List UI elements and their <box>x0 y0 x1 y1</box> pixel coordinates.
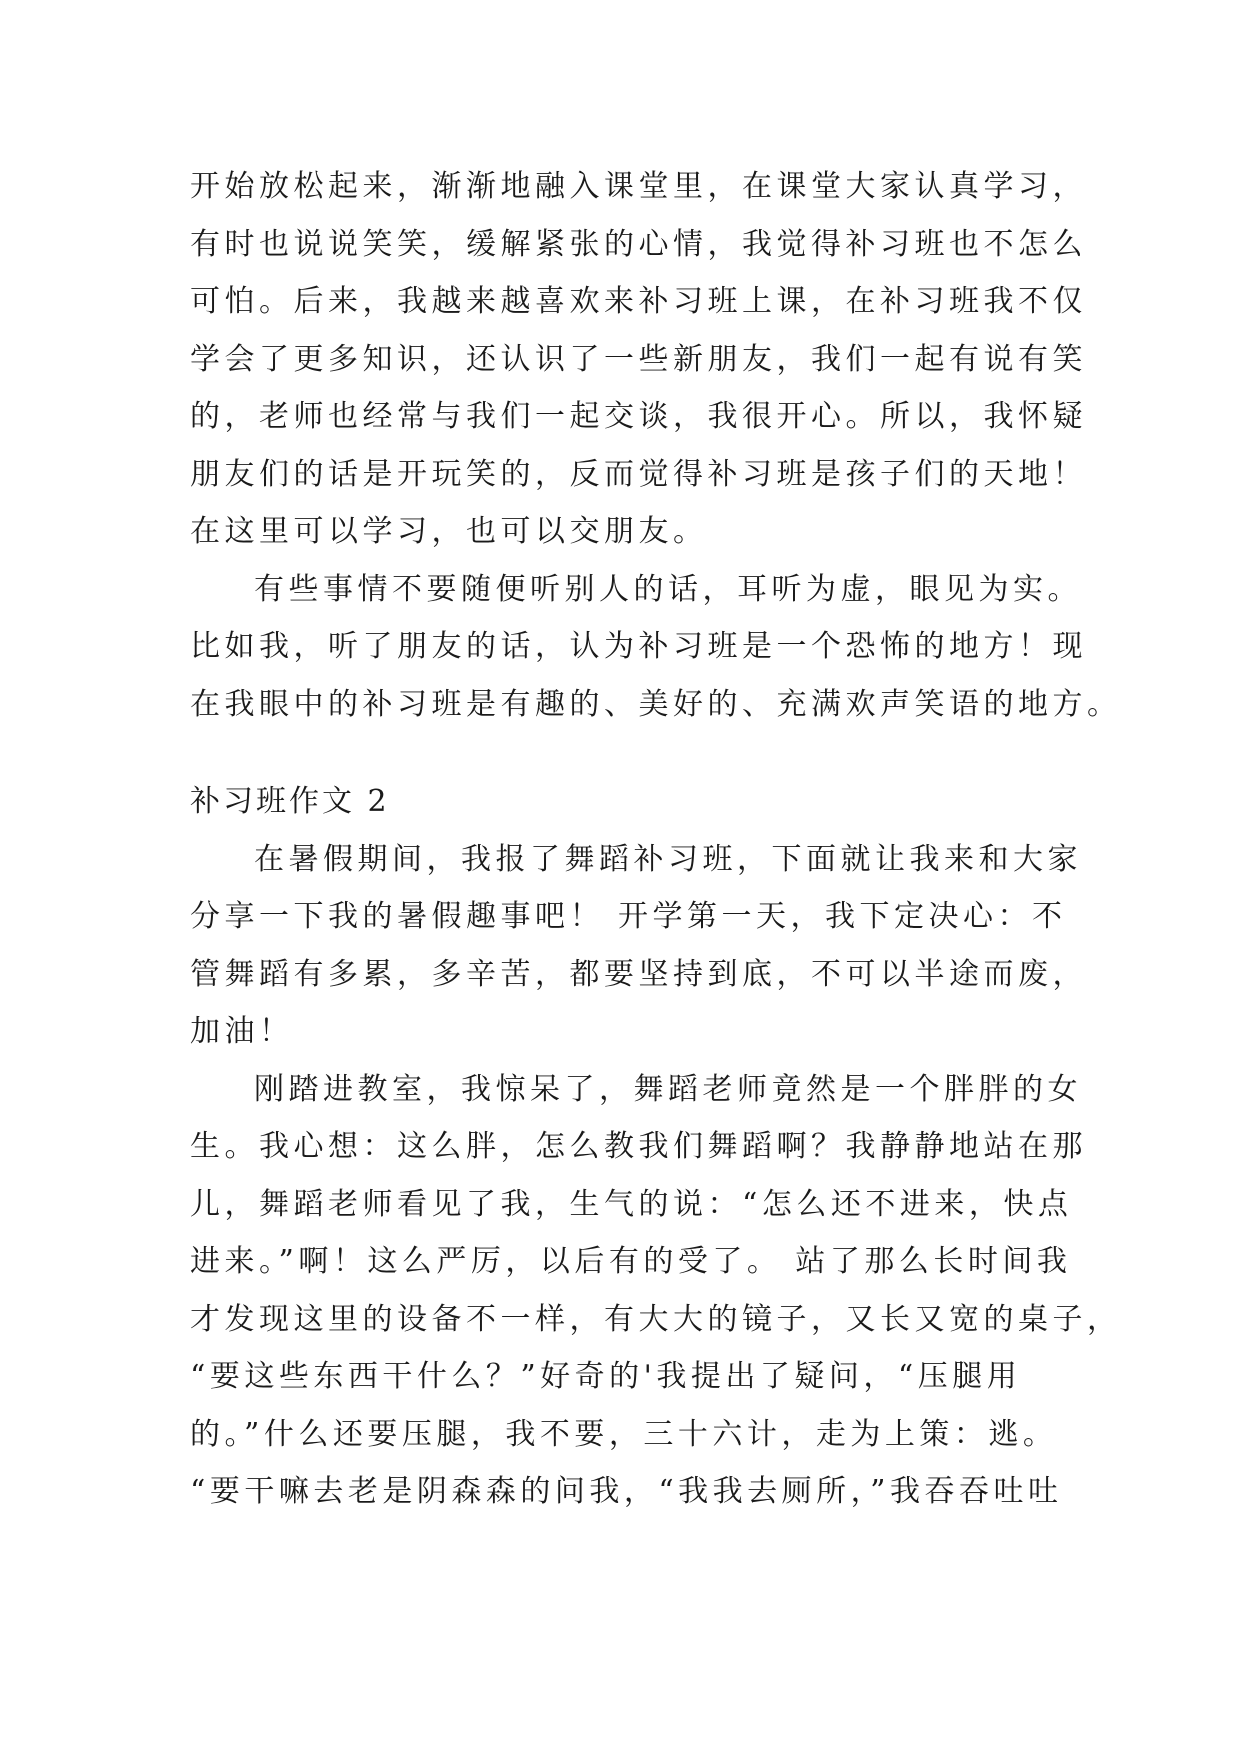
text-line: 进来。”啊！这么严厉，以后有的受了。 站了那么长时间我 <box>190 1244 1072 1279</box>
text-line: 刚踏进教室，我惊呆了，舞蹈老师竟然是一个胖胖的女 <box>254 1071 1082 1107</box>
paragraph <box>190 1061 1122 1521</box>
text-line: “要干嘛去老是阴森森的问我，“我我去厕所，”我吞吞吐吐 <box>190 1474 1063 1509</box>
text-line: 儿，舞蹈老师看见了我，生气的说：“怎么还不进来，快点 <box>190 1186 1073 1222</box>
section-spacer <box>190 733 1070 773</box>
text-line: 分享一下我的暑假趣事吧！ 开学第一天，我下定决心：不 <box>190 899 1067 934</box>
paragraph <box>190 561 1122 734</box>
text-line: 加油！ <box>190 1014 294 1049</box>
text-line: 在我眼中的补习班是有趣的、美好的、充满欢声笑语的地方。 <box>190 686 1122 722</box>
section-heading: 补习班作文 2 <box>190 784 390 819</box>
paragraph <box>190 158 1087 561</box>
text-line: 管舞蹈有多累，多辛苦，都要坚持到底，不可以半途而废， <box>190 956 1087 992</box>
text-line: 在这里可以学习，也可以交朋友。 <box>190 514 708 549</box>
text-line: 学会了更多知识，还认识了一些新朋友，我们一起有说有笑 <box>190 341 1087 377</box>
text-line: 有些事情不要随便听别人的话，耳听为虚，眼见为实。 <box>254 571 1082 607</box>
text-line: 可怕。后来，我越来越喜欢来补习班上课，在补习班我不仅 <box>190 284 1087 319</box>
text-line: 朋友们的话是开玩笑的，反而觉得补习班是孩子们的天地！ <box>190 456 1087 492</box>
text-line: 才发现这里的设备不一样，有大大的镜子，又长又宽的桌子， <box>190 1301 1122 1337</box>
text-line: “要这些东西干什么？”好奇的'我提出了疑问，“压腿用 <box>190 1359 1022 1394</box>
text-line: 在暑假期间，我报了舞蹈补习班，下面就让我来和大家 <box>254 841 1082 877</box>
document-body <box>190 158 1122 1521</box>
text-line: 开始放松起来，渐渐地融入课堂里，在课堂大家认真学习， <box>190 169 1087 204</box>
text-line: 比如我，听了朋友的话，认为补习班是一个恐怖的地方！现 <box>190 629 1087 664</box>
paragraph <box>190 831 1087 1061</box>
text-line: 的。”什么还要压腿，我不要，三十六计，走为上策：逃。 <box>190 1416 1058 1452</box>
text-line: 生。我心想：这么胖，怎么教我们舞蹈啊？我静静地站在那 <box>190 1129 1087 1164</box>
text-line: 的，老师也经常与我们一起交谈，我很开心。所以，我怀疑 <box>190 399 1087 434</box>
text-line: 有时也说说笑笑，缓解紧张的心情，我觉得补习班也不怎么 <box>190 226 1087 262</box>
